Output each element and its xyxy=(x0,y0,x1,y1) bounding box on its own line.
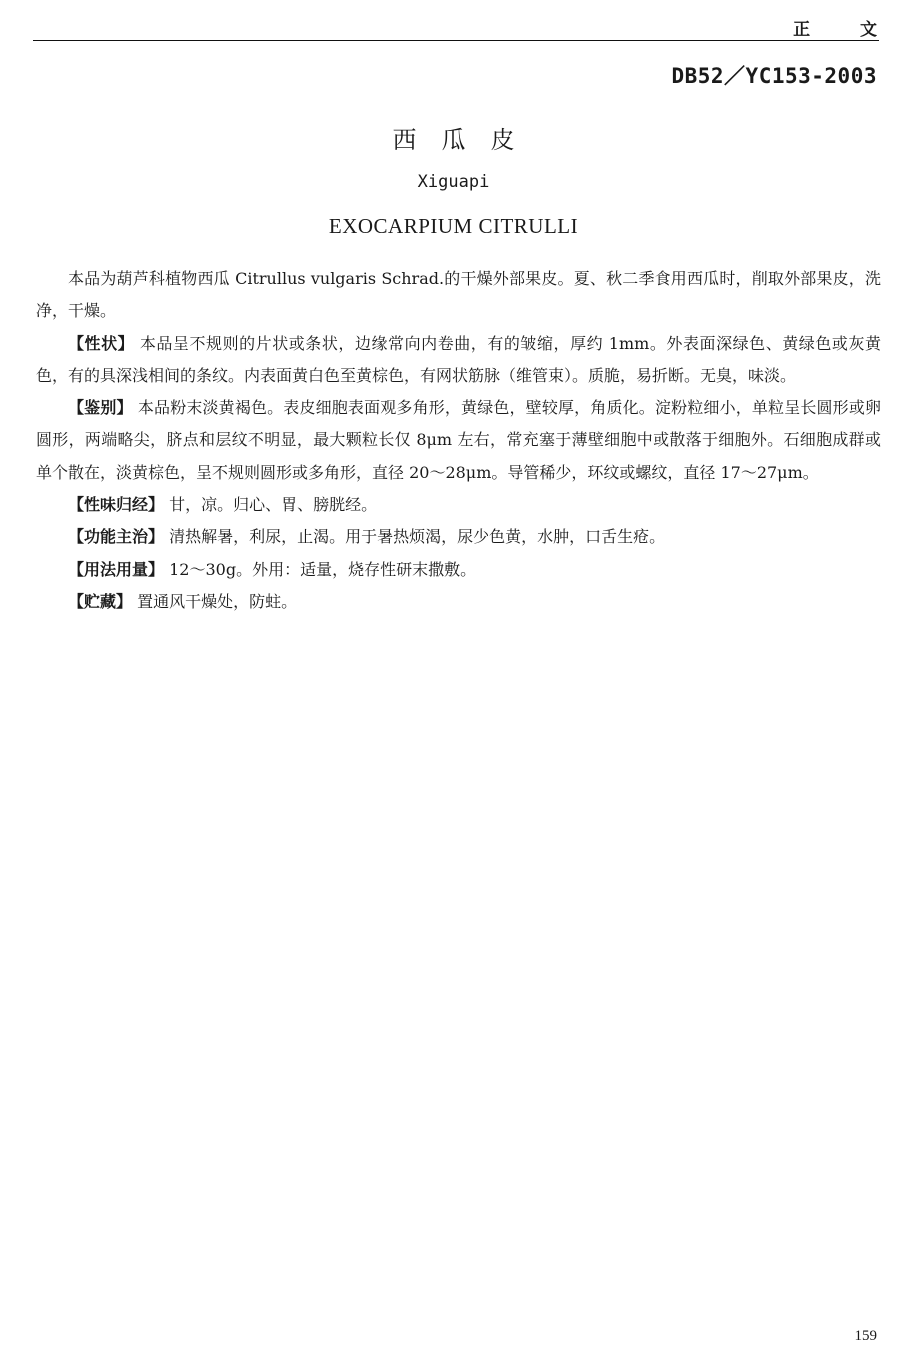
document-body xyxy=(36,263,881,618)
section-dosage xyxy=(36,554,881,586)
section-text: 本品呈不规则的片状或条状，边缘常向内卷曲，有的皱缩，厚约 1mm。外表面深绿色、黄绿色或灰黄色，有的具深浅相间的条纹。内表面黄白色至黄棕色，有网状筋脉（维管束）。质脆，易折断。无臭，味淡。 xyxy=(36,333,881,385)
section-text: 清热解暑，利尿，止渴。用于暑热烦渴，尿少色黄，水肿，口舌生疮。 xyxy=(164,527,666,547)
intro-paragraph: 本品为葫芦科植物西瓜 Citrullus vulgaris Schrad.的干燥外部果皮。夏、秋二季食用西瓜时，削取外部果皮，洗净，干燥。 xyxy=(36,269,881,321)
standard-number: DB52／YC153-2003 xyxy=(671,64,877,88)
section-identification xyxy=(36,392,881,489)
title-latin: EXOCARPIUM CITRULLI xyxy=(328,214,579,238)
section-description xyxy=(36,328,881,393)
section-header-label: 正 文 xyxy=(793,20,899,40)
section-label: 【贮藏】 xyxy=(68,591,133,611)
section-label: 【鉴别】 xyxy=(68,398,133,418)
section-label: 【性状】 xyxy=(68,333,135,353)
section-label: 【用法用量】 xyxy=(68,559,165,579)
page-number: 159 xyxy=(854,1328,877,1344)
title-pinyin: Xiguapi xyxy=(417,172,490,192)
section-text: 置通风干燥处，防蛀。 xyxy=(132,591,298,611)
section-text: 12～30g。外用：适量，烧存性研末撒敷。 xyxy=(164,559,477,579)
header-divider xyxy=(33,40,879,41)
section-storage xyxy=(36,586,881,618)
section-properties xyxy=(36,489,881,521)
section-label: 【性味归经】 xyxy=(68,495,165,515)
section-text: 甘，凉。归心、胃、膀胱经。 xyxy=(164,495,378,515)
section-label: 【功能主治】 xyxy=(68,527,165,547)
section-functions xyxy=(36,521,881,553)
page-title: 西瓜皮 xyxy=(392,126,540,154)
section-text: 本品粉末淡黄褐色。表皮细胞表面观多角形，黄绿色，壁较厚，角质化。淀粉粒细小，单粒呈长圆形或卵圆形，两端略尖，脐点和层纹不明显，最大颗粒长仅 8μm 左右，常充塞于薄壁细胞中或散落于细胞外。石细胞成群或单个散在，淡黄棕色，呈不规则圆形或多角形，直径 20～28μm。导管稀少，环纹或螺纹，直径 17～27μm。 xyxy=(36,398,881,482)
